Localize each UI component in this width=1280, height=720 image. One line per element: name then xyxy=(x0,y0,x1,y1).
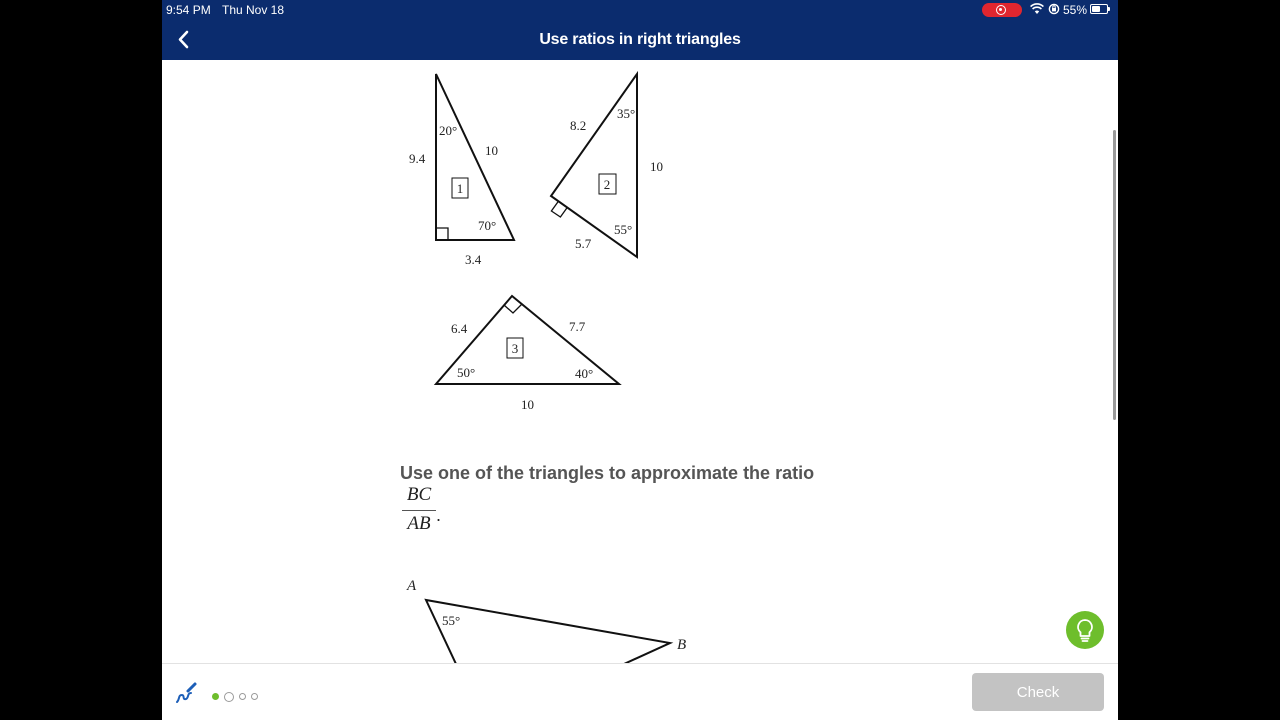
app-screen xyxy=(162,0,1118,720)
progress-dot-complete xyxy=(212,693,219,700)
triangle-1-side-b: 10 xyxy=(485,143,498,158)
triangle-1-side-c: 3.4 xyxy=(465,252,482,267)
triangle-3-side-c: 10 xyxy=(521,397,534,412)
triangle-2-side-b: 10 xyxy=(650,159,663,174)
page-title: Use ratios in right triangles xyxy=(539,31,741,48)
fraction-bar xyxy=(402,510,436,511)
ratio-denominator: AB xyxy=(407,513,431,534)
triangle-2-label: 2 xyxy=(603,177,611,192)
triangle-2-side-c: 5.7 xyxy=(575,236,592,251)
progress-dots xyxy=(212,688,263,706)
battery-percentage: 55% xyxy=(1063,3,1088,17)
progress-dot-current xyxy=(224,692,234,702)
ratio-fraction xyxy=(402,484,436,535)
scrollbar[interactable] xyxy=(1113,130,1116,420)
check-button[interactable]: Check xyxy=(972,673,1104,711)
lightbulb-icon xyxy=(1066,611,1104,649)
triangle-3-label: 3 xyxy=(511,341,519,356)
triangle-3-angle-right: 40° xyxy=(575,366,594,381)
exercise-content xyxy=(162,60,1118,663)
angle-a-label: 55° xyxy=(442,613,461,628)
triangle-2-side-a: 8.2 xyxy=(570,118,587,133)
triangle-2-angle-top: 35° xyxy=(617,106,636,121)
question-prompt: Use one of the triangles to approximate the ratio xyxy=(400,463,815,483)
reference-triangle-2 xyxy=(551,74,663,257)
status-date: Thu Nov 18 xyxy=(222,3,285,17)
vertex-b-label: B xyxy=(677,637,687,653)
triangle-3-side-b: 7.7 xyxy=(569,319,586,334)
triangle-1-angle-top: 20° xyxy=(439,123,458,138)
status-bar xyxy=(162,0,1118,20)
vertex-a-label: A xyxy=(407,578,417,594)
reference-triangle-3 xyxy=(436,296,619,412)
triangle-3-side-a: 6.4 xyxy=(451,321,468,336)
triangle-1-angle-bottom: 70° xyxy=(478,218,497,233)
triangles-figure xyxy=(162,60,1118,663)
bottom-toolbar xyxy=(162,663,1118,720)
scratchpad-icon[interactable] xyxy=(174,681,198,705)
triangle-1-side-a: 9.4 xyxy=(409,151,426,166)
navigation-bar xyxy=(162,20,1118,60)
hint-button[interactable] xyxy=(1066,611,1104,649)
triangle-3-angle-left: 50° xyxy=(457,365,476,380)
battery-icon xyxy=(1090,4,1108,14)
triangle-2-angle-bottom: 55° xyxy=(614,222,633,237)
wifi-icon xyxy=(1030,3,1044,18)
problem-triangle xyxy=(406,578,686,663)
ratio-numerator: BC xyxy=(406,484,432,505)
progress-dot-pending xyxy=(251,693,258,700)
screen-record-icon[interactable] xyxy=(982,3,1022,17)
reference-triangle-1 xyxy=(409,74,514,267)
triangle-1-label: 1 xyxy=(456,181,464,196)
ratio-period: . xyxy=(436,505,442,525)
rotation-lock-icon xyxy=(1048,3,1060,18)
progress-dot-pending xyxy=(239,693,246,700)
status-time: 9:54 PM xyxy=(166,3,211,17)
